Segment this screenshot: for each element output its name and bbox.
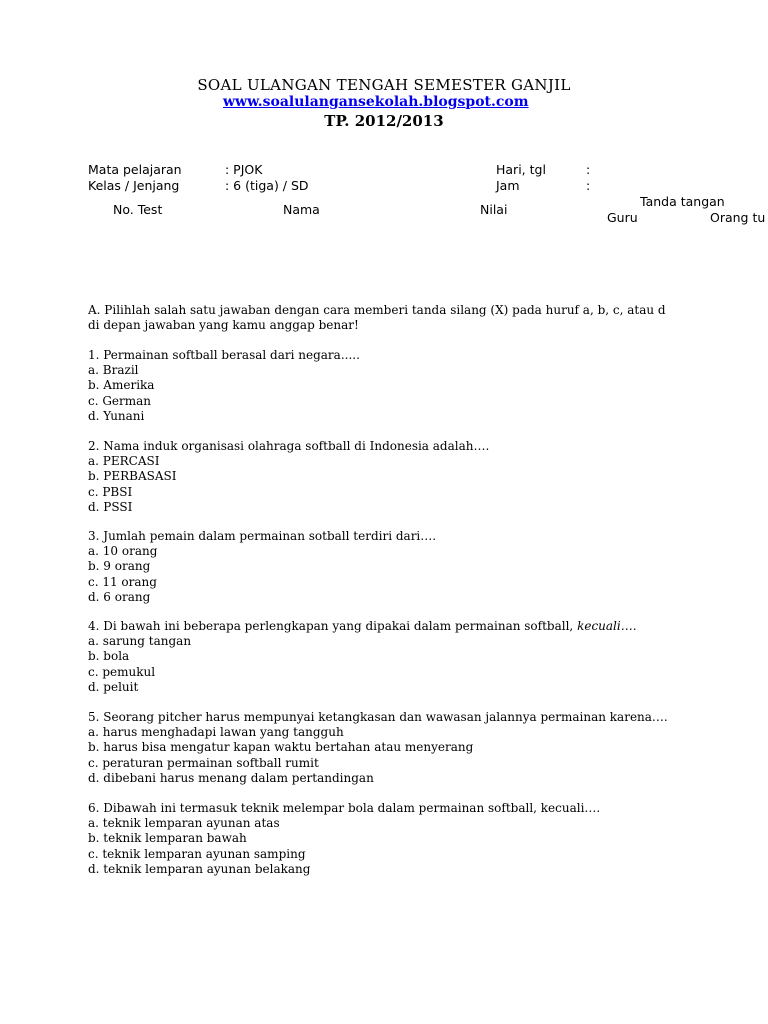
answer-option[interactable]: d. dibebani harus menang dalam pertandingan [88, 770, 374, 785]
answer-option[interactable]: d. peluit [88, 679, 139, 694]
question-text [88, 619, 637, 634]
question-text: 3. Jumlah pemain dalam permainan sotball terdiri dari…. [88, 529, 437, 543]
answer-option[interactable]: a. harus menghadapi lawan yang tangguh [88, 725, 344, 740]
question-text: 5. Seorang pitcher harus mempunyai ketangkasan dan wawasan jalannya permainan karena…. [88, 710, 668, 724]
question-text-main: 4. Di bawah ini beberapa perlengkapan yang dipakai dalam permainan softball, [88, 619, 574, 633]
parent-label: Orang tu [710, 210, 766, 225]
signature-label: Tanda tangan [640, 194, 725, 209]
answer-option[interactable]: a. PERCASI [88, 454, 160, 469]
school-year: TP. 2012/2013 [324, 112, 444, 130]
question-6 [88, 801, 600, 877]
teacher-label: Guru [607, 210, 638, 225]
day-value: : [586, 162, 591, 177]
answer-option[interactable]: d. PSSI [88, 499, 133, 514]
time-label: Jam [496, 178, 520, 193]
answer-option[interactable]: d. teknik lemparan ayunan belakang [88, 861, 311, 876]
answer-option[interactable]: c. PBSI [88, 484, 133, 499]
question-4 [88, 619, 637, 695]
question-text: 1. Permainan softball berasal dari negara..... [88, 348, 360, 362]
class-label: Kelas / Jenjang [88, 178, 180, 193]
instructions-line-1: A. Pilihlah salah satu jawaban dengan cara memberi tanda silang (X) pada huruf a, b, c, atau d [88, 303, 666, 317]
score-label: Nilai [480, 202, 508, 217]
answer-option[interactable]: c. teknik lemparan ayunan samping [88, 846, 306, 861]
answer-option[interactable]: c. German [88, 393, 152, 408]
day-label: Hari, tgl [496, 162, 546, 177]
question-2 [88, 439, 489, 515]
answer-option[interactable]: b. teknik lemparan bawah [88, 831, 247, 846]
answer-option[interactable]: a. Brazil [88, 363, 139, 378]
test-number-label: No. Test [113, 202, 163, 217]
answer-option[interactable]: d. Yunani [88, 408, 145, 423]
answer-option[interactable]: a. teknik lemparan ayunan atas [88, 816, 280, 831]
answer-option[interactable]: a. sarung tangan [88, 634, 192, 649]
subject-label: Mata pelajaran [88, 162, 182, 177]
question-text: 6. Dibawah ini termasuk teknik melempar bola dalam permainan softball, kecuali…. [88, 801, 601, 815]
instructions-line-2: di depan jawaban yang kamu anggap benar! [88, 318, 359, 333]
question-3 [88, 529, 436, 605]
subject-value: : PJOK [225, 162, 263, 177]
answer-option[interactable]: b. Amerika [88, 378, 155, 393]
instructions [88, 303, 666, 333]
source-link[interactable]: www.soalulangansekolah.blogspot.com [223, 94, 529, 110]
answer-option[interactable]: c. 11 orang [88, 574, 157, 589]
time-value: : [586, 178, 591, 193]
class-value: : 6 (tiga) / SD [225, 178, 309, 193]
document-title: SOAL ULANGAN TENGAH SEMESTER GANJIL [197, 76, 571, 94]
answer-option[interactable]: b. PERBASASI [88, 469, 177, 484]
question-1 [88, 348, 360, 424]
answer-option[interactable]: b. bola [88, 649, 130, 664]
answer-option[interactable]: d. 6 orang [88, 589, 151, 604]
name-label: Nama [283, 202, 320, 217]
answer-option[interactable]: c. peraturan permainan softball rumit [88, 755, 319, 770]
question-text-emphasis: kecuali…. [577, 619, 637, 633]
answer-option[interactable]: b. 9 orang [88, 559, 151, 574]
question-5 [88, 710, 668, 786]
answer-option[interactable]: c. pemukul [88, 664, 156, 679]
answer-option[interactable]: a. 10 orang [88, 544, 158, 559]
question-text: 2. Nama induk organisasi olahraga softball di Indonesia adalah…. [88, 439, 490, 453]
answer-option[interactable]: b. harus bisa mengatur kapan waktu bertahan atau menyerang [88, 740, 474, 755]
